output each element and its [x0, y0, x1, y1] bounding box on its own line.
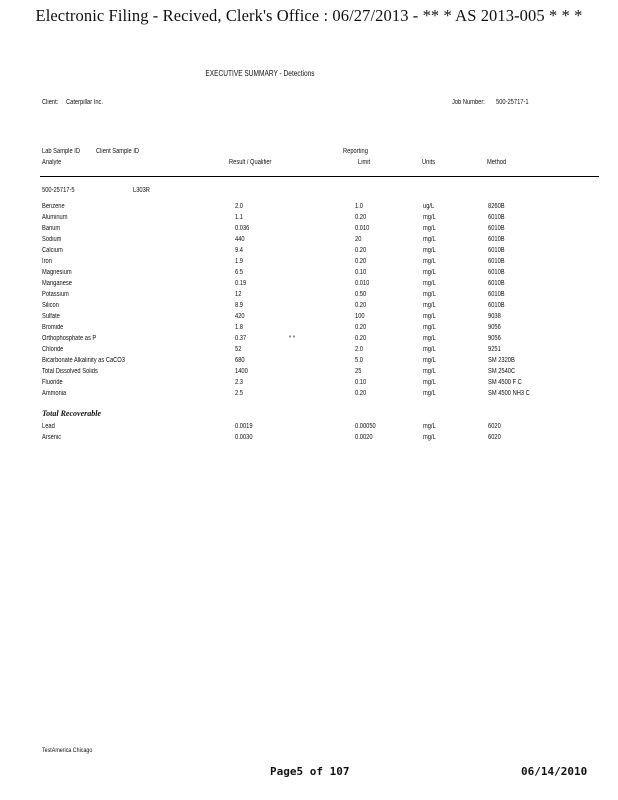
header-result-qualifier: Result / Qualifier [229, 159, 272, 166]
method-cell: SM 2320B [488, 357, 515, 364]
analyte-cell: Bicarbonate Alkalinity as CaCO3 [42, 357, 125, 364]
job-number-value: 500-25717-1 [496, 99, 529, 106]
method-cell: 6010B [488, 258, 505, 265]
client-label: Client: [42, 99, 59, 106]
method-cell: 9056 [488, 324, 501, 331]
method-cell: 6010B [488, 291, 505, 298]
units-cell: mg/L [423, 357, 436, 364]
method-cell: 9251 [488, 346, 501, 353]
analyte-cell: Aluminum [42, 214, 68, 221]
units-cell: mg/L [423, 280, 436, 287]
limit-cell: 25 [355, 368, 362, 375]
table-row [0, 225, 618, 236]
limit-cell: 0.20 [355, 258, 367, 265]
table-row [0, 247, 618, 258]
method-cell: 6010B [488, 280, 505, 287]
result-cell: 2.5 [235, 390, 243, 397]
method-cell: 6010B [488, 214, 505, 221]
table-row [0, 302, 618, 313]
limit-cell: 0.20 [355, 302, 367, 309]
analyte-cell: Manganese [42, 280, 73, 287]
analyte-cell: Benzene [42, 203, 65, 210]
analyte-cell: Lead [42, 423, 55, 430]
analyte-cell: Sodium [42, 236, 62, 243]
analyte-cell: Chloride [42, 346, 64, 353]
result-cell: 0.0030 [235, 434, 253, 441]
report-title: EXECUTIVE SUMMARY - Detections [205, 69, 315, 78]
units-cell: mg/L [423, 302, 436, 309]
job-number-label: Job Number: [452, 99, 485, 106]
limit-cell: 2.0 [355, 346, 363, 353]
units-cell: mg/L [423, 434, 436, 441]
method-cell: 6010B [488, 269, 505, 276]
header-lab-sample-id: Lab Sample ID [42, 148, 80, 155]
result-cell: 0.0019 [235, 423, 253, 430]
units-cell: ug/L [423, 203, 435, 210]
analyte-cell: Barium [42, 225, 61, 232]
units-cell: mg/L [423, 335, 436, 342]
analyte-cell: Calcium [42, 247, 63, 254]
limit-cell: 0.20 [355, 335, 367, 342]
result-cell: 1400 [235, 368, 248, 375]
units-cell: mg/L [423, 390, 436, 397]
result-cell: 2.3 [235, 379, 243, 386]
result-cell: 420 [235, 313, 245, 320]
units-cell: mg/L [423, 258, 436, 265]
result-cell: 1.1 [235, 214, 243, 221]
analyte-cell: Bromide [42, 324, 64, 331]
units-cell: mg/L [423, 379, 436, 386]
analyte-cell: Orthophosphate as P [42, 335, 97, 342]
analyte-cell: Potassium [42, 291, 69, 298]
result-cell: 1.9 [235, 258, 243, 265]
result-cell: 8.9 [235, 302, 243, 309]
table-row [0, 269, 618, 280]
section-title-total-recoverable: Total Recoverable [42, 409, 102, 418]
limit-cell: 0.20 [355, 324, 367, 331]
limit-cell: 1.0 [355, 203, 363, 210]
units-cell: mg/L [423, 291, 436, 298]
limit-cell: 0.50 [355, 291, 367, 298]
client-sample-id: L303R [133, 187, 150, 194]
units-cell: mg/L [423, 269, 436, 276]
table-row [0, 423, 618, 434]
method-cell: 9038 [488, 313, 501, 320]
analyte-cell: Iron [42, 258, 52, 265]
lab-sample-id: 500-25717-5 [42, 187, 75, 194]
table-row [0, 324, 618, 335]
method-cell: SM 4500 F C [488, 379, 522, 386]
limit-cell: 0.20 [355, 247, 367, 254]
limit-cell: 20 [355, 236, 362, 243]
filing-banner: Electronic Filing - Recived, Clerk's Office : 06/27/2013 - ** * AS 2013-005 * * * [35, 6, 583, 25]
result-cell: 0.19 [235, 280, 247, 287]
result-cell: 52 [235, 346, 242, 353]
result-cell: 1.8 [235, 324, 243, 331]
table-row [0, 214, 618, 225]
limit-cell: 5.0 [355, 357, 363, 364]
header-client-sample-id: Client Sample ID [96, 148, 140, 155]
method-cell: 6020 [488, 423, 501, 430]
analyte-cell: Silicon [42, 302, 59, 309]
limit-cell: 100 [355, 313, 365, 320]
table-row [0, 258, 618, 269]
result-cell: 2.0 [235, 203, 243, 210]
units-cell: mg/L [423, 324, 436, 331]
result-cell: 9.4 [235, 247, 243, 254]
table-row [0, 313, 618, 324]
table-row [0, 236, 618, 247]
qualifier-cell: * * [289, 335, 296, 342]
table-row [0, 434, 618, 445]
result-cell: 12 [235, 291, 242, 298]
header-limit: Limit [358, 159, 371, 166]
units-cell: mg/L [423, 313, 436, 320]
method-cell: 6010B [488, 225, 505, 232]
table-row [0, 203, 618, 214]
limit-cell: 0.010 [355, 225, 370, 232]
analyte-cell: Total Dissolved Solids [42, 368, 98, 375]
table-row [0, 379, 618, 390]
client-value: Caterpillar Inc. [66, 99, 104, 106]
result-cell: 0.036 [235, 225, 250, 232]
table-row [0, 291, 618, 302]
table-row [0, 368, 618, 379]
header-analyte: Analyte [42, 159, 62, 166]
units-cell: mg/L [423, 423, 436, 430]
limit-cell: 0.00050 [355, 423, 376, 430]
table-row [0, 390, 618, 401]
method-cell: 6010B [488, 302, 505, 309]
units-cell: mg/L [423, 225, 436, 232]
header-rule [40, 176, 599, 177]
limit-cell: 0.0020 [355, 434, 373, 441]
result-cell: 680 [235, 357, 245, 364]
units-cell: mg/L [423, 368, 436, 375]
analyte-cell: Magnesium [42, 269, 72, 276]
analyte-cell: Ammonia [42, 390, 67, 397]
method-cell: SM 4500 NH3 C [488, 390, 530, 397]
limit-cell: 0.10 [355, 379, 367, 386]
table-row [0, 357, 618, 368]
units-cell: mg/L [423, 214, 436, 221]
limit-cell: 0.20 [355, 214, 367, 221]
units-cell: mg/L [423, 346, 436, 353]
result-cell: 0.37 [235, 335, 247, 342]
footer-date: 06/14/2010 [521, 765, 588, 778]
method-cell: 6010B [488, 247, 505, 254]
analyte-cell: Fluoride [42, 379, 63, 386]
analyte-cell: Sulfate [42, 313, 60, 320]
page-number: Page5 of 107 [270, 765, 350, 778]
result-cell: 440 [235, 236, 245, 243]
lab-name: TestAmerica Chicago [42, 747, 93, 754]
method-cell: 9056 [488, 335, 501, 342]
analyte-cell: Arsenic [42, 434, 62, 441]
limit-cell: 0.10 [355, 269, 367, 276]
method-cell: 8260B [488, 203, 505, 210]
method-cell: 6010B [488, 236, 505, 243]
limit-cell: 0.20 [355, 390, 367, 397]
units-cell: mg/L [423, 236, 436, 243]
table-row [0, 346, 618, 357]
method-cell: SM 2540C [488, 368, 516, 375]
table-row [0, 335, 618, 346]
header-reporting: Reporting [343, 148, 368, 155]
units-cell: mg/L [423, 247, 436, 254]
header-method: Method [487, 159, 507, 166]
result-cell: 6.5 [235, 269, 243, 276]
table-row [0, 280, 618, 291]
header-units: Units [422, 159, 436, 166]
limit-cell: 0.010 [355, 280, 370, 287]
method-cell: 6020 [488, 434, 501, 441]
